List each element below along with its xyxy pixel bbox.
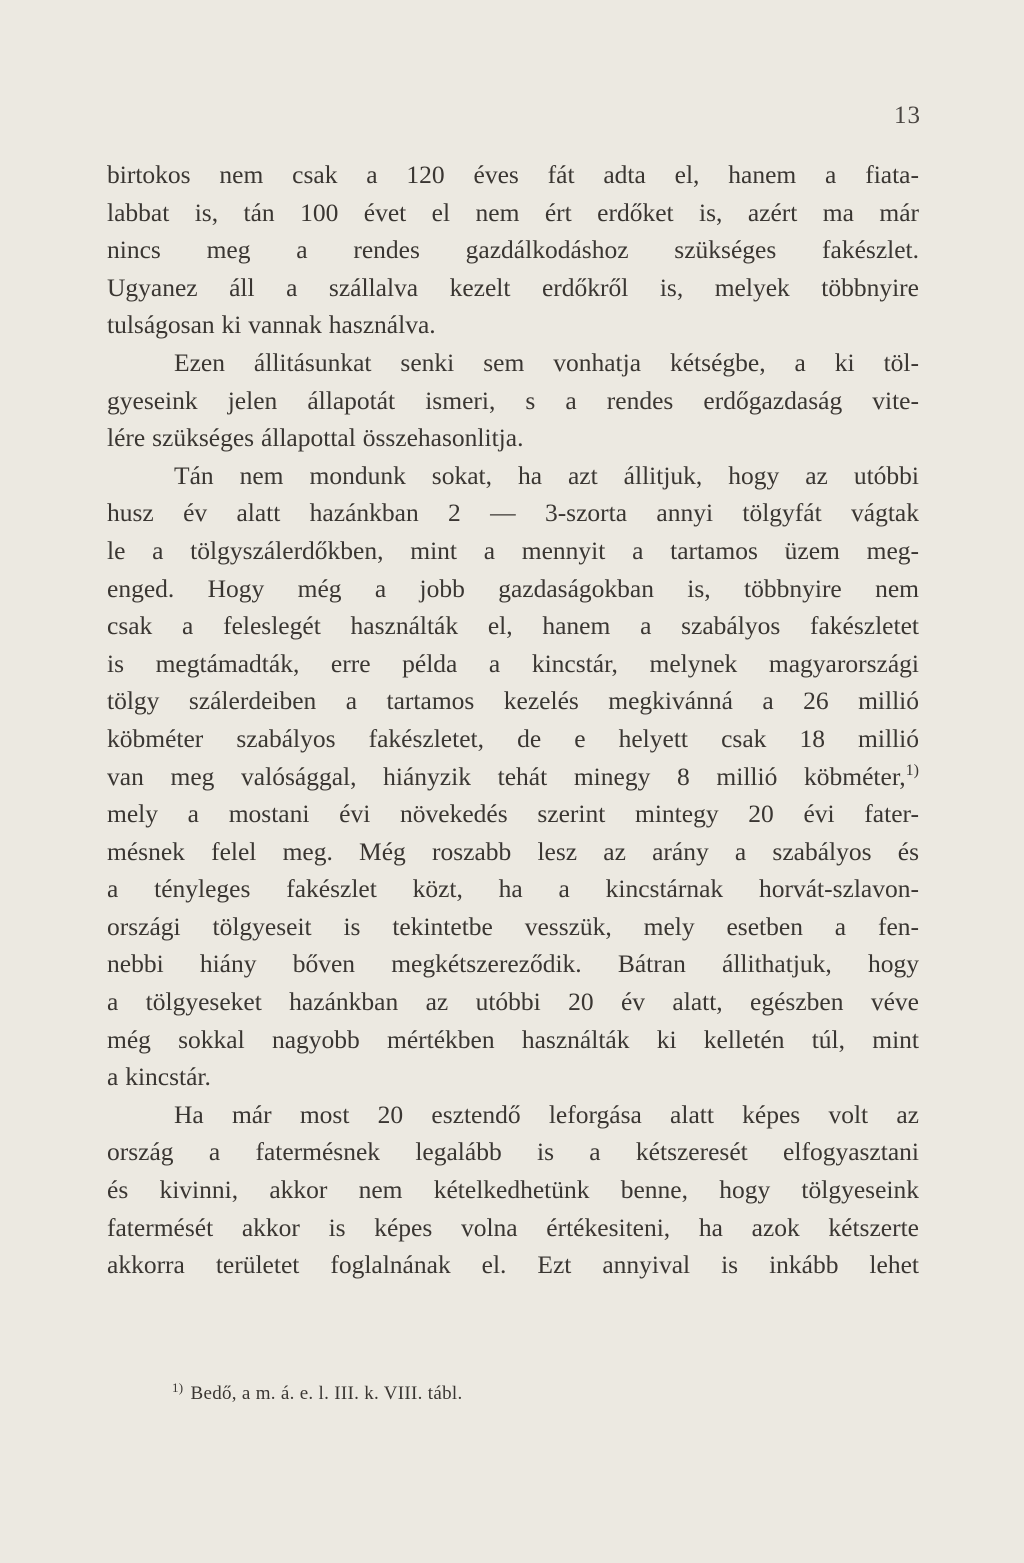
text-line: Ha már most 20 esztendő leforgása alatt képes volt az [174, 1099, 919, 1129]
text-line: is megtámadták, erre példa a kincstár, melynek magyarországi [107, 648, 919, 678]
text-line: a tölgyeseket hazánkban az utóbbi 20 év alatt, egészben véve [107, 987, 919, 1017]
text-line: csak a feleslegét használták el, hanem a szabályos fakészletet [107, 611, 919, 641]
text-line: országi tölgyeseit is tekintetbe vesszük, mely esetben a fen- [107, 911, 919, 941]
text-line: gyeseink jelen állapotát ismeri, s a rendes erdőgazdaság vite- [107, 385, 919, 415]
text-line: a kincstár. [107, 1062, 211, 1092]
text-line: akkorra területet foglalnának el. Ezt annyival is inkább lehet [107, 1250, 919, 1280]
text-line: mely a mostani évi növekedés szerint mintegy 20 évi fater- [107, 799, 919, 829]
footnote-text: Bedő, a m. á. e. l. III. k. VIII. tábl. [190, 1383, 463, 1404]
text-line: Ezen állitásunkat senki sem vonhatja kétségbe, a ki töl- [174, 347, 919, 377]
text-line: Tán nem mondunk sokat, ha azt állitjuk, hogy az utóbbi [174, 460, 919, 490]
text-line: nebbi hiány bőven megkétszereződik. Bátran állithatjuk, hogy [107, 949, 919, 979]
text-line-with-footnote [107, 758, 919, 796]
text-line: és kivinni, akkor nem kételkedhetünk benne, hogy tölgyeseink [107, 1175, 919, 1205]
text-line: le a tölgyszálerdőkben, mint a mennyit a tartamos üzem meg- [107, 535, 919, 565]
text-line: mésnek felel meg. Még roszabb lesz az arány a szabályos és [107, 836, 919, 866]
text-line: lére szükséges állapottal összehasonlitja. [107, 423, 524, 453]
footnote-mark: 1) [172, 1380, 184, 1395]
footnote-reference: 1) [905, 761, 919, 779]
text-line: labbat is, tán 100 évet el nem ért erdőket is, azért ma már [107, 197, 919, 227]
text-line: Ugyanez áll a szállalva kezelt erdőkről is, melyek többnyire [107, 272, 919, 302]
text-line: husz év alatt hazánkban 2 — 3-szorta annyi tölgyfát vágtak [107, 498, 919, 528]
paragraph-4 [107, 1096, 919, 1284]
text-line: enged. Hogy még a jobb gazdaságokban is, többnyire nem [107, 573, 919, 603]
body-text [107, 156, 919, 1284]
text-line: tulságosan ki vannak használva. [107, 310, 436, 340]
text-line: ország a fatermésnek legalább is a kétszeresét elfogyasztani [107, 1137, 919, 1167]
text-line: birtokos nem csak a 120 éves fát adta el, hanem a fiata- [107, 160, 919, 189]
text-line: tölgy szálerdeiben a tartamos kezelés megkivánná a 26 millió [107, 686, 919, 716]
page-number: 13 [894, 102, 921, 129]
line-text: van meg valósággal, hiányzik tehát minegy 8 millió köbméter, [107, 761, 906, 791]
text-line: fatermését akkor is képes volna értékesiteni, ha azok kétszerte [107, 1212, 919, 1242]
paragraph-1 [107, 156, 919, 344]
text-line: nincs meg a rendes gazdálkodáshoz szükséges fakészlet. [107, 235, 919, 265]
paragraph-2 [107, 344, 919, 457]
text-line: köbméter szabályos fakészletet, de e helyett csak 18 millió [107, 723, 919, 753]
text-line: a tényleges fakészlet közt, ha a kincstárnak horvát-szlavon- [107, 874, 919, 904]
text-line: még sokkal nagyobb mértékben használták ki kelletén túl, mint [107, 1024, 919, 1054]
footnote [172, 1380, 463, 1405]
paragraph-3 [107, 457, 919, 1096]
